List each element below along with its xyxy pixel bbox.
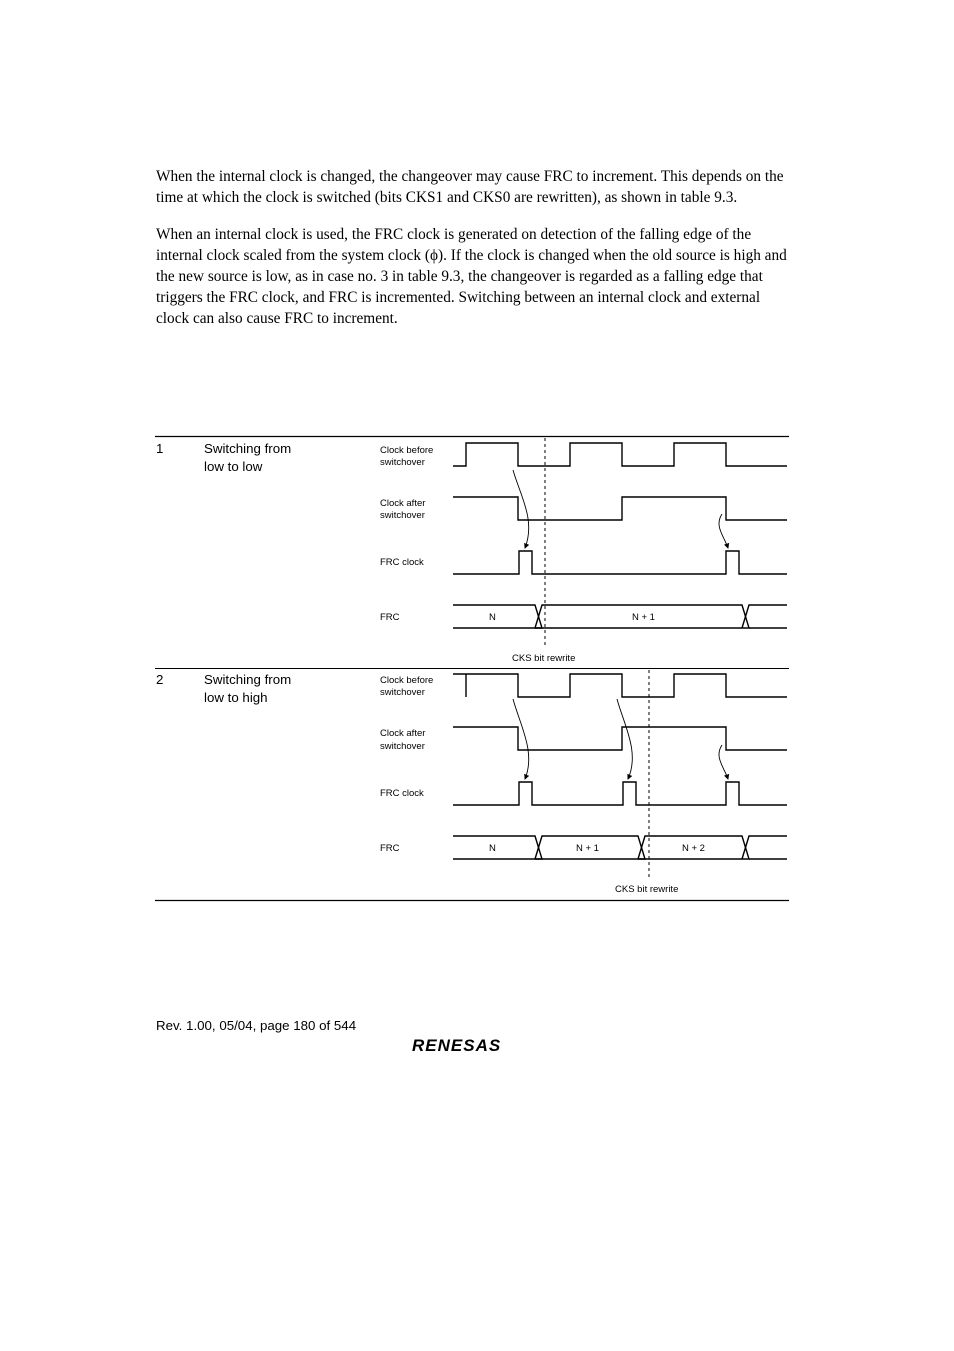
signal-label-clock-after: switchover — [380, 741, 425, 752]
waveform-frc-bus — [453, 836, 542, 859]
signal-label-clock-after: Clock after — [380, 498, 426, 509]
table-row-2 — [156, 672, 433, 854]
case-description: low to high — [204, 690, 268, 705]
waveforms-row-2 — [453, 670, 787, 879]
frc-value: N + 1 — [576, 843, 599, 854]
signal-label-frc: FRC — [380, 843, 400, 854]
waveform-frc-bus — [742, 836, 787, 859]
waveform-clock-after — [453, 727, 787, 750]
frc-value: N — [489, 843, 496, 854]
cks-rewrite-label: CKS bit rewrite — [512, 653, 576, 664]
waveform-clock-before — [453, 674, 787, 697]
renesas-logo: RENESAS — [412, 1036, 502, 1055]
explanation-paragraph: When an internal clock is used, the FRC clock is generated on detection of the falling edge of the internal clock scaled from the system clock (ϕ). If the clock is changed when the old source is high and the new source is low, as in case no. 3 in table 9.3, the changeover is regarded as a falling edge that triggers the FRC clock, and FRC is incremented. Switching between an internal clock and external clock can also cause FRC to increment. — [156, 226, 787, 327]
signal-label-clock-before: Clock before — [380, 445, 434, 456]
cks-rewrite-label: CKS bit rewrite — [615, 884, 679, 895]
case-description: Switching from — [204, 441, 292, 456]
signal-label-clock-after: Clock after — [380, 728, 426, 739]
signal-label-clock-before: switchover — [380, 457, 425, 468]
signal-label-clock-after: switchover — [380, 510, 425, 521]
intro-paragraph: When the internal clock is changed, the changeover may cause FRC to increment. This depends on the time at which the clock is switched (bits CKS1 and CKS0 are rewritten), as shown in table 9.3. — [156, 168, 784, 206]
case-description: Switching from — [204, 672, 292, 687]
frc-value: N + 1 — [632, 612, 655, 623]
waveforms-row-1 — [453, 438, 787, 648]
waveform-clock-after — [453, 497, 787, 520]
frc-value: N + 2 — [682, 843, 705, 854]
edge-arrow — [513, 470, 529, 548]
signal-label-frc-clock: FRC clock — [380, 788, 424, 799]
signal-label-frc: FRC — [380, 612, 400, 623]
frc-value: N — [489, 612, 496, 623]
waveform-frc-clock — [453, 782, 787, 805]
waveform-clock-before — [453, 443, 787, 466]
page-footer: Rev. 1.00, 05/04, page 180 of 544 — [156, 1018, 357, 1033]
case-description: low to low — [204, 459, 263, 474]
case-number: 2 — [156, 672, 164, 687]
waveform-frc-bus — [742, 605, 787, 628]
signal-label-clock-before: Clock before — [380, 675, 434, 686]
table-row-1 — [156, 441, 433, 623]
signal-label-clock-before: switchover — [380, 687, 425, 698]
edge-arrow — [617, 699, 632, 779]
case-number: 1 — [156, 441, 164, 456]
edge-arrow — [513, 699, 529, 779]
waveform-frc-bus — [453, 605, 542, 628]
signal-label-frc-clock: FRC clock — [380, 557, 424, 568]
waveform-frc-clock — [453, 551, 787, 574]
